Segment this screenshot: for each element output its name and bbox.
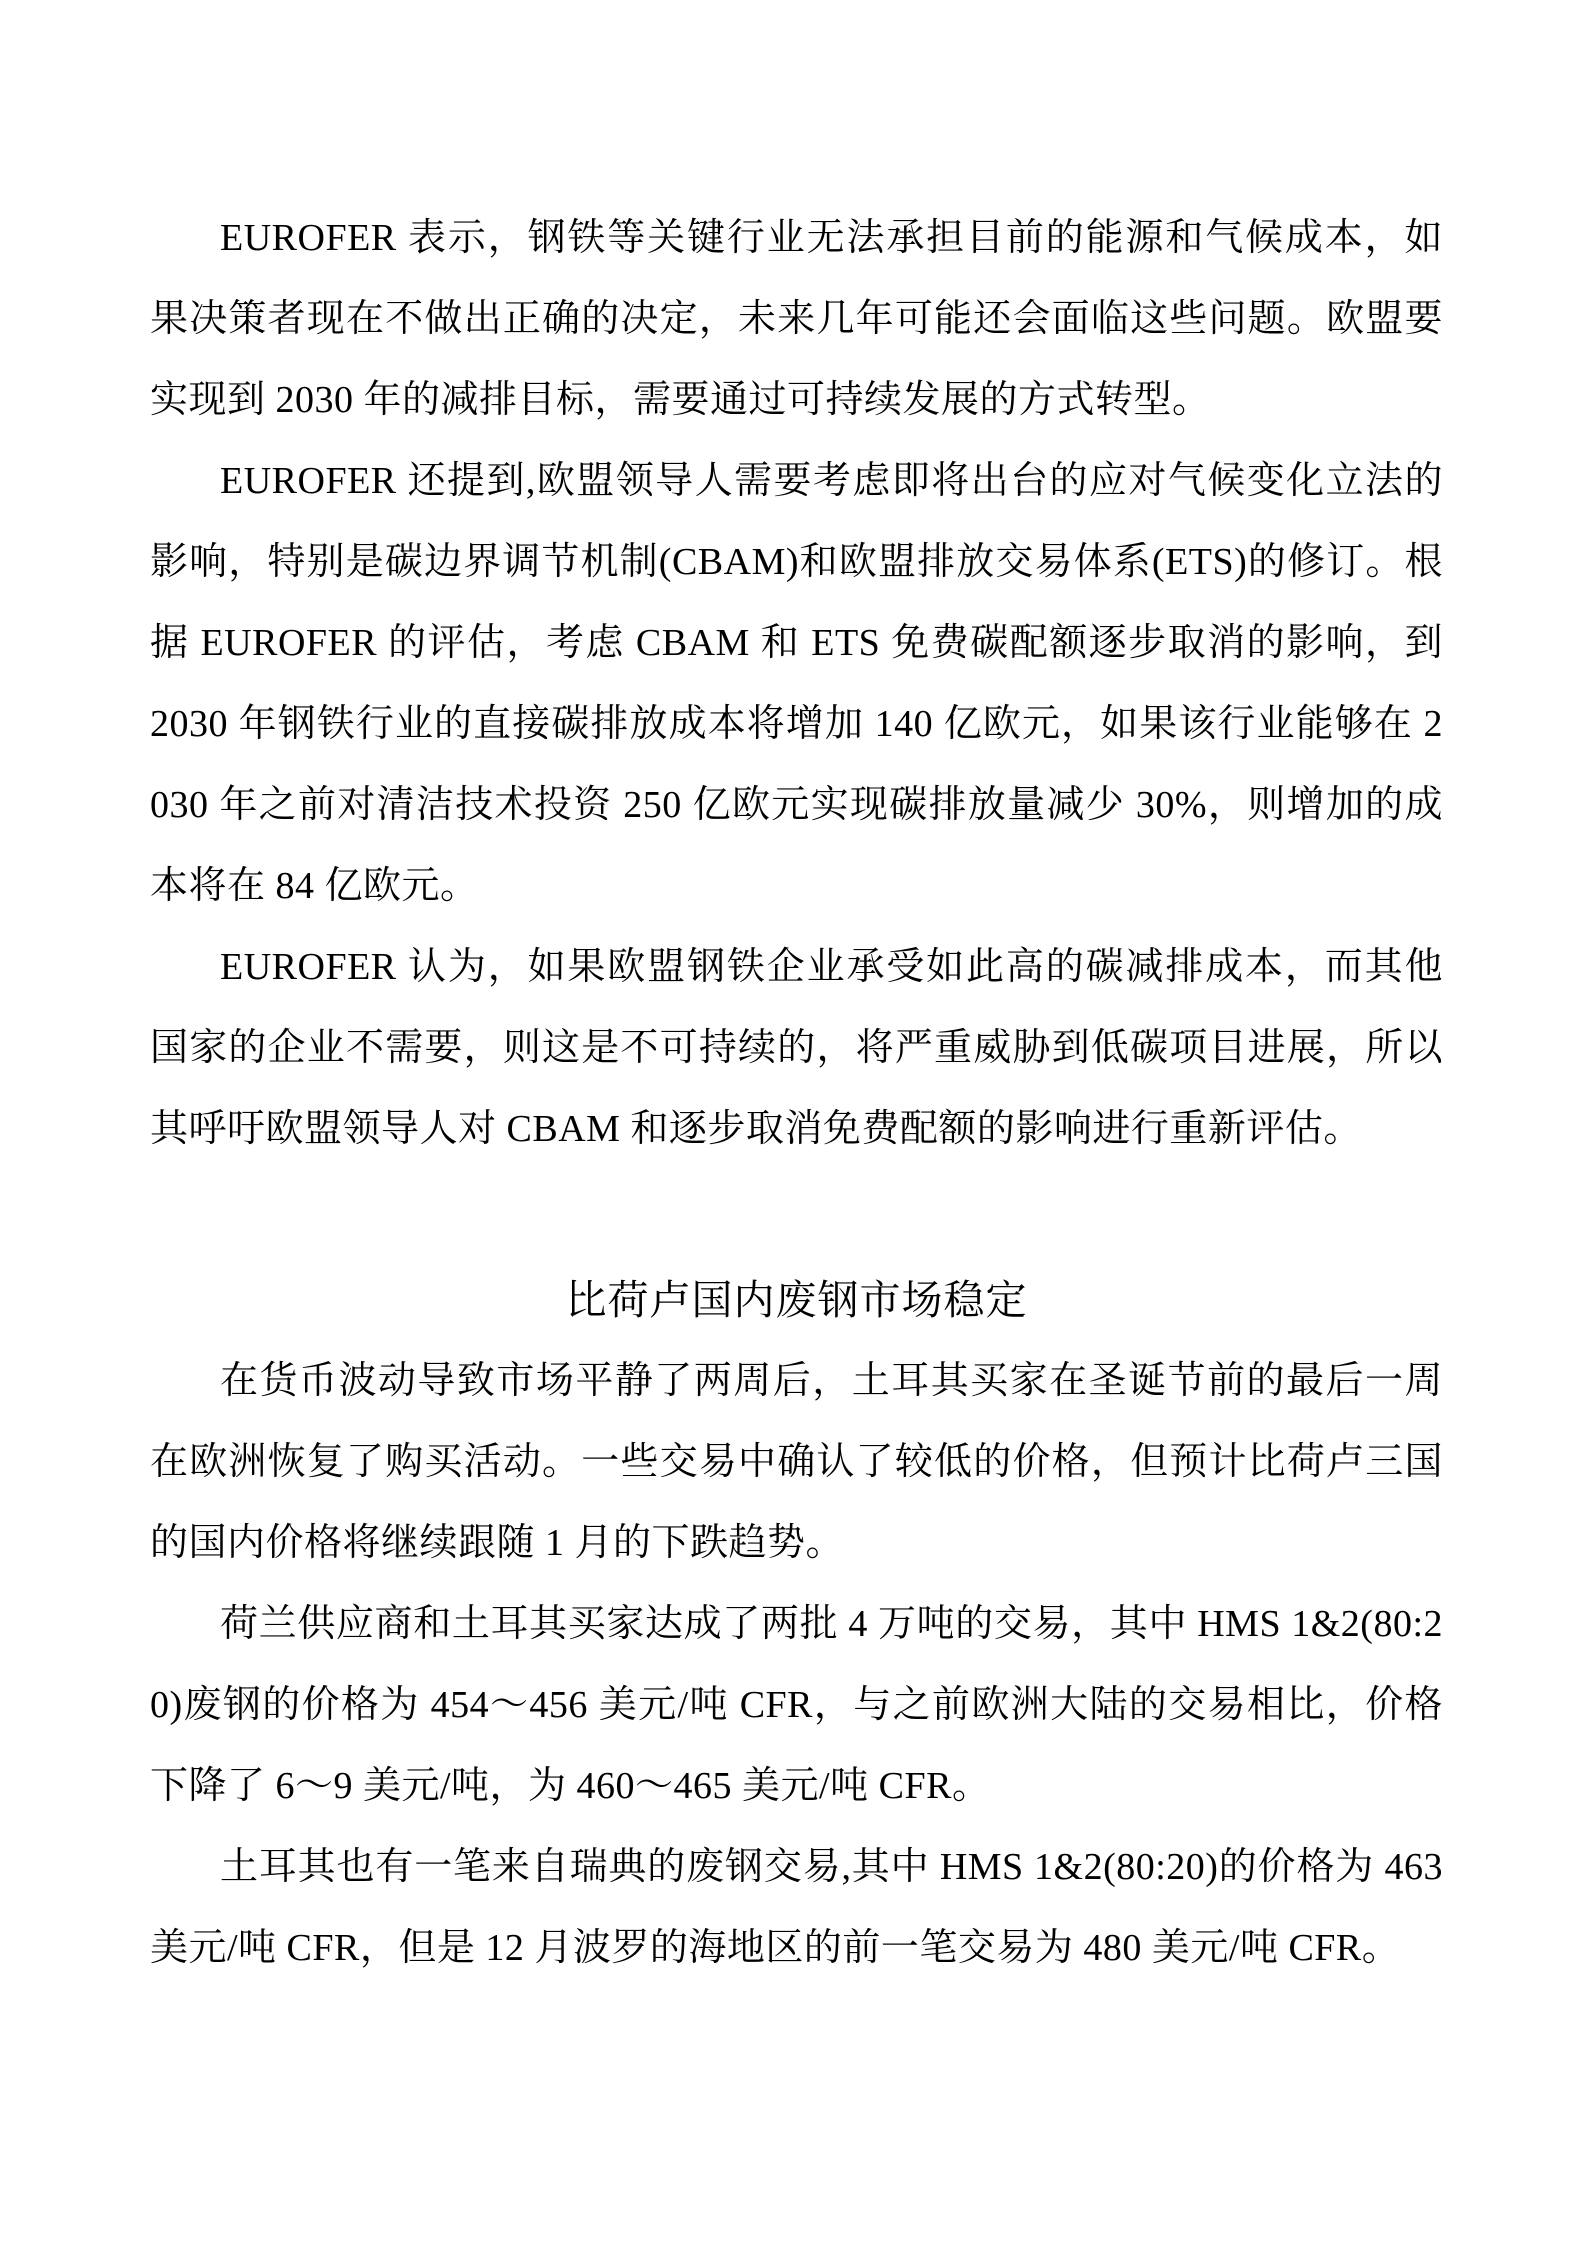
paragraph-dutch-deals: 荷兰供应商和土耳其买家达成了两批 4 万吨的交易，其中 HMS 1&2(80:20)废钢的价格为 454～456 美元/吨 CFR，与之前欧洲大陆的交易相比，价格下降了 6～9 美元/吨，为 460～465 美元/吨 CFR。 [150,1603,1443,1807]
paragraph-eurofer-statement: EUROFER 表示，钢铁等关键行业无法承担目前的能源和气候成本，如果决策者现在不做出正确的决定，未来几年可能还会面临这些问题。欧盟要实现到 2030 年的减排目标，需要通过可持续发展的方式转型。 [150,217,1443,421]
section-heading-benelux-scrap: 比荷卢国内废钢市场稳定 [565,1277,1028,1323]
paragraph-market-recovery: 在货币波动导致市场平静了两周后，土耳其买家在圣诞节前的最后一周在欧洲恢复了购买活动。一些交易中确认了较低的价格，但预计比荷卢三国的国内价格将继续跟随 1 月的下跌趋势。 [150,1360,1443,1564]
paragraph-eurofer-opinion: EUROFER 认为，如果欧盟钢铁企业承受如此高的碳减排成本，而其他国家的企业不需要，则这是不可持续的，将严重威胁到低碳项目进展，所以其呼吁欧盟领导人对 CBAM 和逐步取消免费配额的影响进行重新评估。 [150,946,1443,1150]
paragraph-sweden-deal: 土耳其也有一笔来自瑞典的废钢交易,其中 HMS 1&2(80:20)的价格为 463 美元/吨 CFR，但是 12 月波罗的海地区的前一笔交易为 480 美元/吨 CFR。 [150,1846,1443,1969]
paragraph-eurofer-cbam-ets: EUROFER 还提到,欧盟领导人需要考虑即将出台的应对气候变化立法的影响，特别是碳边界调节机制(CBAM)和欧盟排放交易体系(ETS)的修订。根据 EUROFER 的评估，考虑 CBAM 和 ETS 免费碳配额逐步取消的影响，到 2030 年钢铁行业的直接碳排放成本将增加 140 亿欧元，如果该行业能够在 2030 年之前对清洁技术投资 250 亿欧元实现碳排放量减少 30%，则增加的成本将在 84 亿欧元。 [150,460,1443,907]
